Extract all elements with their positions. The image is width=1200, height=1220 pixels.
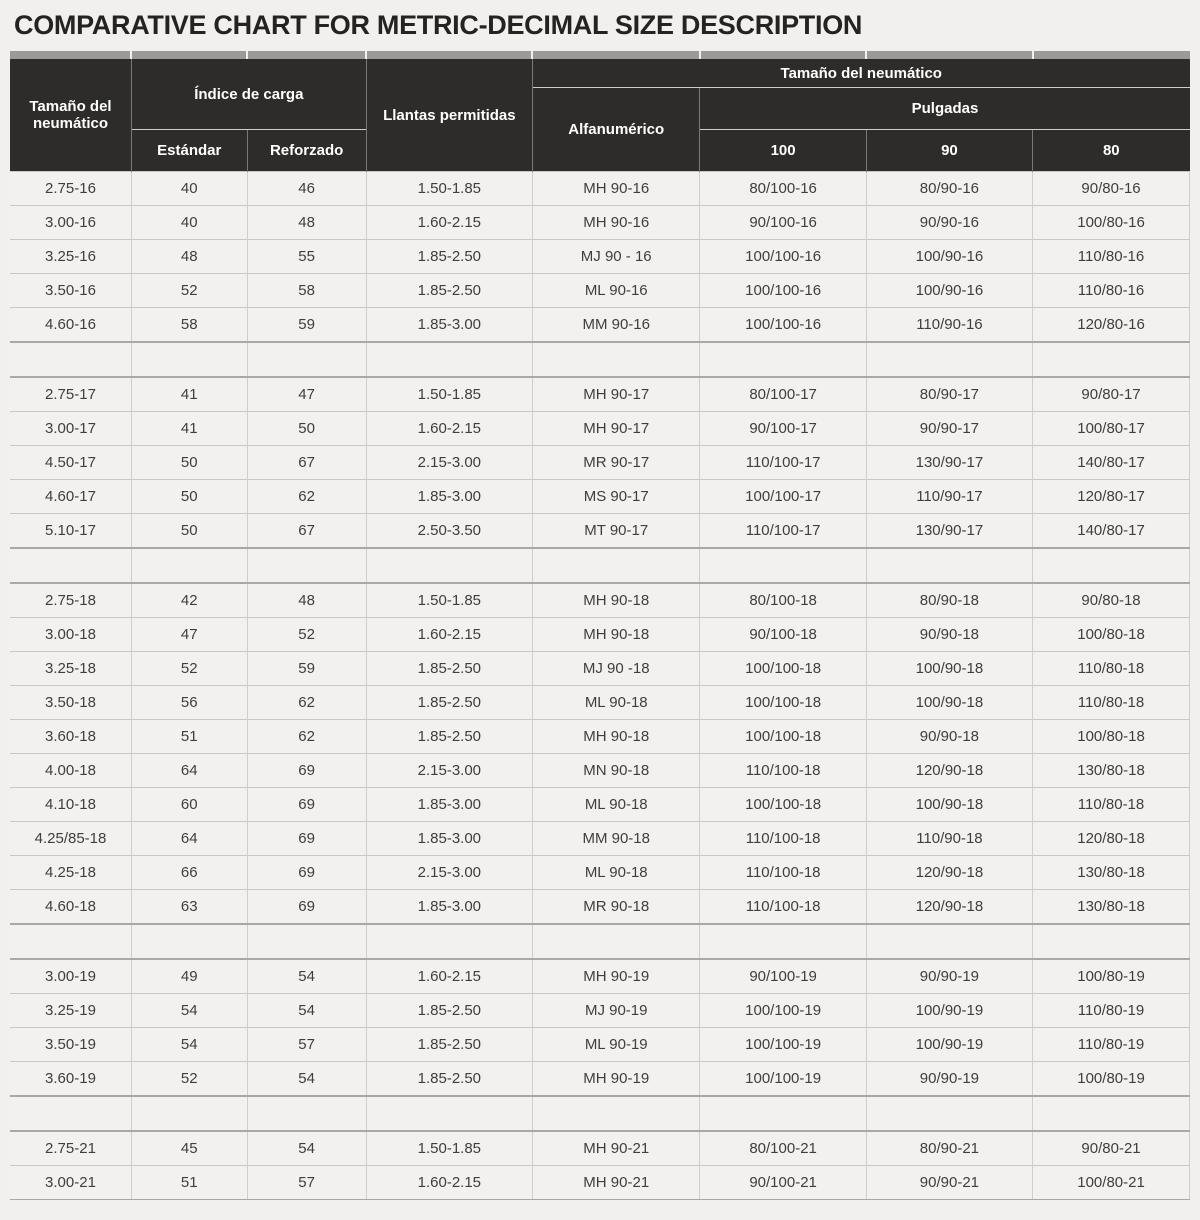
- table-cell: 110/100-18: [700, 754, 866, 788]
- table-cell: 2.15-3.00: [366, 754, 532, 788]
- table-cell: 100/90-16: [866, 240, 1032, 274]
- table-cell: MH 90-17: [532, 412, 699, 446]
- table-cell: 3.25-19: [10, 994, 131, 1028]
- table-cell: 3.25-18: [10, 652, 131, 686]
- metric-decimal-size-table: [10, 51, 1190, 1200]
- table-cell: 90/90-21: [866, 1166, 1032, 1200]
- table-row: [10, 446, 1190, 480]
- separator-cell: [247, 1096, 366, 1131]
- table-cell: 80/90-21: [866, 1131, 1032, 1166]
- table-cell: 90/90-19: [866, 959, 1032, 994]
- table-cell: MH 90-19: [532, 1062, 699, 1097]
- table-row: [10, 686, 1190, 720]
- table-cell: 40: [131, 206, 247, 240]
- table-cell: 80/100-21: [700, 1131, 866, 1166]
- table-cell: 41: [131, 412, 247, 446]
- table-cell: 1.60-2.15: [366, 959, 532, 994]
- table-cell: 110/80-18: [1033, 788, 1190, 822]
- table-cell: 57: [247, 1028, 366, 1062]
- table-cell: 130/90-17: [866, 446, 1032, 480]
- table-cell: 100/90-18: [866, 686, 1032, 720]
- separator-cell: [366, 342, 532, 377]
- table-cell: MM 90-18: [532, 822, 699, 856]
- table-cell: 3.50-18: [10, 686, 131, 720]
- table-row: [10, 754, 1190, 788]
- header-inch-100: 100: [700, 130, 866, 172]
- table-row: [10, 1131, 1190, 1166]
- table-cell: 51: [131, 1166, 247, 1200]
- top-strip-segment: [10, 51, 131, 59]
- table-row: [10, 308, 1190, 343]
- separator-cell: [532, 1096, 699, 1131]
- table-cell: 45: [131, 1131, 247, 1166]
- separator-cell: [532, 342, 699, 377]
- table-cell: 80/90-17: [866, 377, 1032, 412]
- separator-row: [10, 342, 1190, 377]
- separator-cell: [866, 342, 1032, 377]
- separator-cell: [1033, 924, 1190, 959]
- header-alphanumeric: Alfanumérico: [532, 88, 699, 172]
- table-cell: 50: [131, 480, 247, 514]
- table-cell: 1.85-2.50: [366, 720, 532, 754]
- table-cell: 90/80-16: [1033, 172, 1190, 206]
- table-cell: 5.10-17: [10, 514, 131, 549]
- table-cell: 46: [247, 172, 366, 206]
- top-strip-segment: [532, 51, 699, 59]
- table-row: [10, 890, 1190, 925]
- table-cell: 120/80-18: [1033, 822, 1190, 856]
- table-cell: 100/90-16: [866, 274, 1032, 308]
- table-cell: 100/100-16: [700, 240, 866, 274]
- separator-cell: [10, 548, 131, 583]
- table-cell: 52: [131, 1062, 247, 1097]
- table-cell: 47: [131, 618, 247, 652]
- table-cell: 58: [247, 274, 366, 308]
- header-inches: Pulgadas: [700, 88, 1190, 130]
- table-cell: 100/100-19: [700, 994, 866, 1028]
- separator-row: [10, 924, 1190, 959]
- table-cell: 48: [247, 583, 366, 618]
- table-cell: 67: [247, 446, 366, 480]
- table-cell: 48: [131, 240, 247, 274]
- top-strip: [10, 51, 1190, 59]
- table-cell: 110/80-18: [1033, 686, 1190, 720]
- top-strip-segment: [1033, 51, 1190, 59]
- table-cell: 3.25-16: [10, 240, 131, 274]
- separator-cell: [10, 1096, 131, 1131]
- table-row: [10, 720, 1190, 754]
- table-cell: 1.85-2.50: [366, 994, 532, 1028]
- table-cell: 130/80-18: [1033, 856, 1190, 890]
- table-cell: 69: [247, 788, 366, 822]
- table-cell: 4.25/85-18: [10, 822, 131, 856]
- table-cell: 90/90-18: [866, 618, 1032, 652]
- table-cell: 100/90-19: [866, 1028, 1032, 1062]
- table-cell: 3.00-19: [10, 959, 131, 994]
- separator-cell: [131, 924, 247, 959]
- table-cell: 4.60-18: [10, 890, 131, 925]
- table-cell: MT 90-17: [532, 514, 699, 549]
- table-cell: 1.85-2.50: [366, 240, 532, 274]
- table-cell: 130/80-18: [1033, 890, 1190, 925]
- table-cell: 1.85-3.00: [366, 890, 532, 925]
- table-cell: 100/90-18: [866, 652, 1032, 686]
- table-row: [10, 822, 1190, 856]
- separator-cell: [366, 548, 532, 583]
- header-load-index: Índice de carga: [131, 59, 366, 130]
- table-row: [10, 652, 1190, 686]
- table-cell: 100/80-21: [1033, 1166, 1190, 1200]
- table-row: [10, 514, 1190, 549]
- table-cell: 130/90-17: [866, 514, 1032, 549]
- table-cell: 2.75-18: [10, 583, 131, 618]
- table-cell: 47: [247, 377, 366, 412]
- table-cell: 3.00-17: [10, 412, 131, 446]
- separator-cell: [866, 924, 1032, 959]
- table-cell: 64: [131, 754, 247, 788]
- table-cell: 110/80-18: [1033, 652, 1190, 686]
- table-cell: 80/100-18: [700, 583, 866, 618]
- separator-cell: [247, 342, 366, 377]
- table-cell: 120/80-16: [1033, 308, 1190, 343]
- table-row: [10, 480, 1190, 514]
- table-cell: 52: [131, 274, 247, 308]
- separator-cell: [10, 342, 131, 377]
- table-cell: 50: [131, 446, 247, 480]
- table-cell: MH 90-21: [532, 1131, 699, 1166]
- table-cell: 54: [247, 1131, 366, 1166]
- table-cell: 100/100-16: [700, 308, 866, 343]
- table-cell: 80/90-16: [866, 172, 1032, 206]
- table-cell: MH 90-19: [532, 959, 699, 994]
- table-cell: 55: [247, 240, 366, 274]
- table-cell: 140/80-17: [1033, 514, 1190, 549]
- table-cell: MH 90-18: [532, 583, 699, 618]
- table-cell: 90/80-21: [1033, 1131, 1190, 1166]
- table-cell: 66: [131, 856, 247, 890]
- table-cell: 56: [131, 686, 247, 720]
- table-row: [10, 788, 1190, 822]
- table-cell: 90/80-18: [1033, 583, 1190, 618]
- table-cell: 4.50-17: [10, 446, 131, 480]
- table-cell: 2.75-17: [10, 377, 131, 412]
- table-cell: MJ 90-19: [532, 994, 699, 1028]
- table-row: [10, 959, 1190, 994]
- table-cell: MR 90-18: [532, 890, 699, 925]
- table-cell: 100/80-18: [1033, 618, 1190, 652]
- table-cell: 4.60-16: [10, 308, 131, 343]
- header-inch-90: 90: [866, 130, 1032, 172]
- table-cell: 90/100-18: [700, 618, 866, 652]
- table-cell: ML 90-19: [532, 1028, 699, 1062]
- table-cell: 67: [247, 514, 366, 549]
- table-row: [10, 856, 1190, 890]
- table-cell: 58: [131, 308, 247, 343]
- table-cell: 54: [131, 994, 247, 1028]
- table-cell: 100/90-19: [866, 994, 1032, 1028]
- table-cell: MN 90-18: [532, 754, 699, 788]
- table-cell: 50: [247, 412, 366, 446]
- table-cell: 42: [131, 583, 247, 618]
- table-cell: 4.00-18: [10, 754, 131, 788]
- table-row: [10, 994, 1190, 1028]
- separator-cell: [1033, 548, 1190, 583]
- separator-cell: [131, 548, 247, 583]
- separator-row: [10, 548, 1190, 583]
- table-row: [10, 240, 1190, 274]
- table-cell: MH 90-16: [532, 172, 699, 206]
- table-cell: 110/80-16: [1033, 240, 1190, 274]
- table-cell: MH 90-21: [532, 1166, 699, 1200]
- header-tire-size-left: Tamaño del neumático: [10, 59, 131, 172]
- table-cell: 41: [131, 377, 247, 412]
- table-cell: 54: [131, 1028, 247, 1062]
- table-cell: 1.85-3.00: [366, 788, 532, 822]
- table-cell: 110/100-18: [700, 822, 866, 856]
- table-cell: 52: [131, 652, 247, 686]
- table-cell: 120/90-18: [866, 890, 1032, 925]
- table-cell: 3.60-18: [10, 720, 131, 754]
- table-cell: 3.00-18: [10, 618, 131, 652]
- table-cell: 49: [131, 959, 247, 994]
- separator-cell: [700, 924, 866, 959]
- table-cell: 1.85-3.00: [366, 308, 532, 343]
- table-cell: 2.75-16: [10, 172, 131, 206]
- table-cell: 100/100-19: [700, 1028, 866, 1062]
- separator-cell: [700, 1096, 866, 1131]
- separator-cell: [532, 924, 699, 959]
- header-allowed-rims: Llantas permitidas: [366, 59, 532, 172]
- table-cell: 100/90-18: [866, 788, 1032, 822]
- table-cell: 100/100-18: [700, 652, 866, 686]
- table-cell: 4.10-18: [10, 788, 131, 822]
- table-cell: MR 90-17: [532, 446, 699, 480]
- table-cell: 100/100-18: [700, 720, 866, 754]
- top-strip-segment: [700, 51, 866, 59]
- table-cell: 130/80-18: [1033, 754, 1190, 788]
- table-row: [10, 583, 1190, 618]
- table-cell: 52: [247, 618, 366, 652]
- table-cell: MM 90-16: [532, 308, 699, 343]
- table-cell: MH 90-18: [532, 618, 699, 652]
- table-cell: 1.85-2.50: [366, 1062, 532, 1097]
- table-row: [10, 412, 1190, 446]
- table-cell: ML 90-18: [532, 856, 699, 890]
- table-cell: 90/90-19: [866, 1062, 1032, 1097]
- separator-cell: [1033, 342, 1190, 377]
- table-cell: 54: [247, 959, 366, 994]
- table-cell: 1.50-1.85: [366, 377, 532, 412]
- table-cell: 2.50-3.50: [366, 514, 532, 549]
- table-cell: 69: [247, 890, 366, 925]
- table-cell: 100/100-19: [700, 1062, 866, 1097]
- table-cell: 62: [247, 480, 366, 514]
- table-cell: 4.60-17: [10, 480, 131, 514]
- table-cell: 90/90-18: [866, 720, 1032, 754]
- table-cell: 90/100-16: [700, 206, 866, 240]
- table-cell: 80/100-17: [700, 377, 866, 412]
- table-cell: 69: [247, 822, 366, 856]
- table-cell: 59: [247, 652, 366, 686]
- table-cell: 69: [247, 856, 366, 890]
- table-cell: 100/100-17: [700, 480, 866, 514]
- table-cell: 90/100-21: [700, 1166, 866, 1200]
- table-cell: MH 90-16: [532, 206, 699, 240]
- separator-cell: [366, 924, 532, 959]
- separator-cell: [131, 342, 247, 377]
- table-cell: 100/80-19: [1033, 1062, 1190, 1097]
- header-inch-80: 80: [1033, 130, 1190, 172]
- table-cell: 3.60-19: [10, 1062, 131, 1097]
- table-row: [10, 206, 1190, 240]
- table-cell: 69: [247, 754, 366, 788]
- table-cell: 3.50-16: [10, 274, 131, 308]
- table-cell: 2.15-3.00: [366, 856, 532, 890]
- table-cell: 54: [247, 1062, 366, 1097]
- table-cell: 120/80-17: [1033, 480, 1190, 514]
- separator-row: [10, 1096, 1190, 1131]
- table-header: [10, 51, 1190, 172]
- table-cell: 110/90-17: [866, 480, 1032, 514]
- table-cell: 1.60-2.15: [366, 412, 532, 446]
- table-cell: 50: [131, 514, 247, 549]
- separator-cell: [131, 1096, 247, 1131]
- table-cell: 80/100-16: [700, 172, 866, 206]
- separator-cell: [700, 548, 866, 583]
- table-cell: 120/90-18: [866, 754, 1032, 788]
- table-cell: 40: [131, 172, 247, 206]
- separator-cell: [1033, 1096, 1190, 1131]
- table-cell: 63: [131, 890, 247, 925]
- table-cell: 90/80-17: [1033, 377, 1190, 412]
- table-cell: 100/80-18: [1033, 720, 1190, 754]
- table-cell: 100/80-19: [1033, 959, 1190, 994]
- table-cell: MS 90-17: [532, 480, 699, 514]
- separator-cell: [866, 548, 1032, 583]
- table-cell: 48: [247, 206, 366, 240]
- separator-cell: [866, 1096, 1032, 1131]
- page-title: COMPARATIVE CHART FOR METRIC-DECIMAL SIZE DESCRIPTION: [14, 10, 863, 40]
- table-cell: MJ 90 - 16: [532, 240, 699, 274]
- table-cell: 90/100-19: [700, 959, 866, 994]
- top-strip-segment: [866, 51, 1032, 59]
- table-row: [10, 1028, 1190, 1062]
- table-cell: 110/90-16: [866, 308, 1032, 343]
- table-cell: 1.85-2.50: [366, 274, 532, 308]
- separator-cell: [532, 548, 699, 583]
- header-tire-size-right: Tamaño del neumático: [532, 59, 1189, 88]
- table-cell: 1.85-2.50: [366, 652, 532, 686]
- table-row: [10, 377, 1190, 412]
- table-cell: 2.15-3.00: [366, 446, 532, 480]
- table-cell: 110/80-16: [1033, 274, 1190, 308]
- table-cell: 140/80-17: [1033, 446, 1190, 480]
- table-cell: 120/90-18: [866, 856, 1032, 890]
- table-cell: 1.60-2.15: [366, 206, 532, 240]
- table-cell: 100/80-16: [1033, 206, 1190, 240]
- separator-cell: [10, 924, 131, 959]
- separator-cell: [247, 924, 366, 959]
- table-cell: 1.85-3.00: [366, 822, 532, 856]
- table-cell: 3.50-19: [10, 1028, 131, 1062]
- table-cell: 100/100-18: [700, 788, 866, 822]
- header-standard: Estándar: [131, 130, 247, 172]
- table-cell: 1.60-2.15: [366, 1166, 532, 1200]
- table-cell: 110/80-19: [1033, 994, 1190, 1028]
- table-cell: MH 90-17: [532, 377, 699, 412]
- top-strip-segment: [247, 51, 366, 59]
- table-cell: 1.85-2.50: [366, 686, 532, 720]
- table-cell: ML 90-16: [532, 274, 699, 308]
- table-cell: 54: [247, 994, 366, 1028]
- table-cell: 110/100-18: [700, 890, 866, 925]
- table-row: [10, 274, 1190, 308]
- table-cell: 110/100-18: [700, 856, 866, 890]
- table-cell: 1.85-2.50: [366, 1028, 532, 1062]
- table-body: [10, 172, 1190, 1200]
- table-cell: 100/100-16: [700, 274, 866, 308]
- table-cell: 1.60-2.15: [366, 618, 532, 652]
- table-cell: 90/90-16: [866, 206, 1032, 240]
- table-cell: ML 90-18: [532, 686, 699, 720]
- table-cell: ML 90-18: [532, 788, 699, 822]
- table-cell: MH 90-18: [532, 720, 699, 754]
- table-cell: 57: [247, 1166, 366, 1200]
- table-cell: 110/80-19: [1033, 1028, 1190, 1062]
- table-cell: 60: [131, 788, 247, 822]
- table-cell: 1.50-1.85: [366, 172, 532, 206]
- table-cell: 100/100-18: [700, 686, 866, 720]
- table-cell: 51: [131, 720, 247, 754]
- table-cell: 110/100-17: [700, 446, 866, 480]
- table-cell: 1.85-3.00: [366, 480, 532, 514]
- table-row: [10, 618, 1190, 652]
- table-cell: 1.50-1.85: [366, 1131, 532, 1166]
- top-strip-segment: [131, 51, 247, 59]
- table-cell: 3.00-16: [10, 206, 131, 240]
- table-cell: 90/90-17: [866, 412, 1032, 446]
- table-cell: 3.00-21: [10, 1166, 131, 1200]
- top-strip-segment: [366, 51, 532, 59]
- separator-cell: [366, 1096, 532, 1131]
- separator-cell: [700, 342, 866, 377]
- table-cell: 1.50-1.85: [366, 583, 532, 618]
- table-cell: 4.25-18: [10, 856, 131, 890]
- table-cell: 64: [131, 822, 247, 856]
- table-cell: MJ 90 -18: [532, 652, 699, 686]
- header-reinforced: Reforzado: [247, 130, 366, 172]
- table-cell: 90/100-17: [700, 412, 866, 446]
- table-row: [10, 172, 1190, 206]
- table-cell: 100/80-17: [1033, 412, 1190, 446]
- separator-cell: [247, 548, 366, 583]
- table-cell: 62: [247, 720, 366, 754]
- table-cell: 59: [247, 308, 366, 343]
- table-cell: 80/90-18: [866, 583, 1032, 618]
- table-cell: 62: [247, 686, 366, 720]
- table-row: [10, 1062, 1190, 1097]
- table-cell: 110/90-18: [866, 822, 1032, 856]
- table-cell: 110/100-17: [700, 514, 866, 549]
- table-cell: 2.75-21: [10, 1131, 131, 1166]
